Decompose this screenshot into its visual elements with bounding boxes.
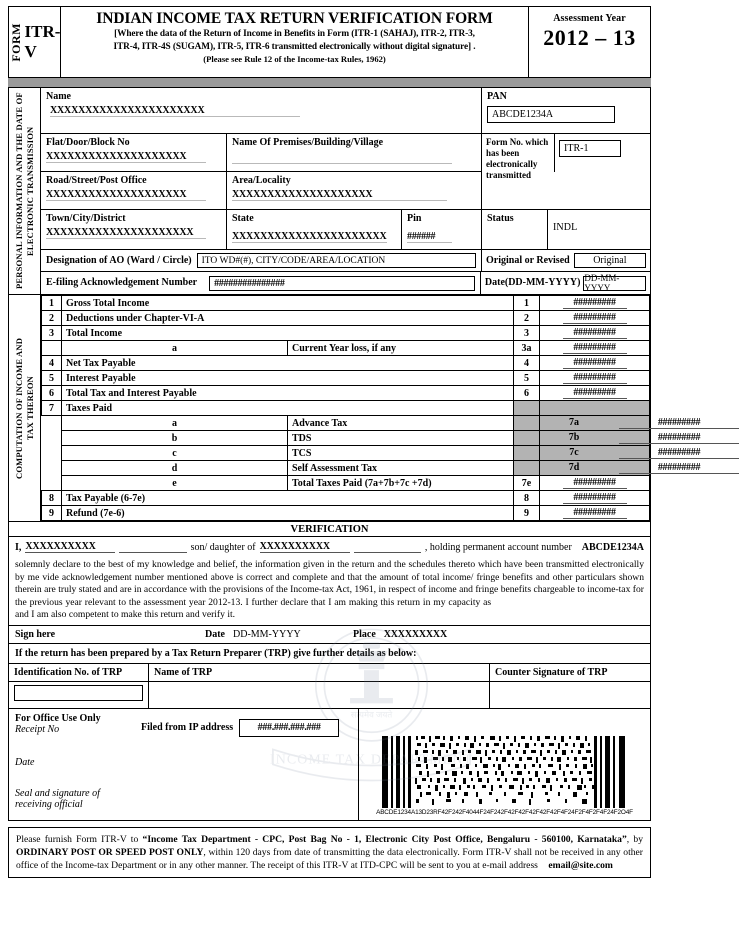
svg-text:सत्यमेव जयते: सत्यमेव जयते [350,709,393,720]
parent-name-value[interactable]: XXXXXXXXXX [260,541,350,553]
road-value[interactable]: XXXXXXXXXXXXXXXXXXXX [46,189,206,201]
row-description-text: Advance Tax [292,417,348,429]
seal-label-line-1: Seal and signature of [15,787,100,799]
verification-section [8,522,651,821]
row-amount-value[interactable]: ######### [619,417,739,429]
declaration-text: solemnly declare to the best of my knowledge and belief, the information given in the return and the schedules thereto which have been transmitted electronically by me vide acknowledgement number mentioned above is correct and complete and that the amount of total income/ fringe benefits and other particulars shown therein are truly stated and are in accordance with the provisions of the Income-tax Act, 1961, in respect of income and fringe benefits chargeable to income-tax for the previous year relevant to the assessment year 2012-13. I further declare that I am making this return in my capacity as [15,559,644,608]
area-label: Area/Locality [232,175,291,186]
taxes-paid-header-row [42,401,650,416]
flat-value[interactable]: XXXXXXXXXXXXXXXXXXXX [46,151,206,163]
name-cell [41,88,481,133]
trp-id-input[interactable] [14,685,143,701]
row-description: Gross Total Income [62,296,514,311]
status-label: Status [487,213,514,224]
taxes-paid-serial: 7 [42,401,62,416]
table-row [42,356,650,371]
svg-text:INCOME TAX DEPARTMENT: INCOME TAX DEPARTMENT [270,752,473,768]
taxes-paid-grey-code [514,401,540,416]
table-row [42,416,650,431]
ao-value[interactable]: ITO WD#(#), CITY/CODE/AREA/LOCATION [197,253,476,268]
grey-code-cell [514,416,540,431]
form-header [8,6,651,78]
row-amount-value: ######### [563,372,627,384]
form-no-value-wrap [554,134,650,172]
row-description-text: Self Assessment Tax [292,462,378,474]
grey-code-cell [514,446,540,461]
form-title-block [61,7,528,77]
town-value[interactable]: XXXXXXXXXXXXXXXXXXXXX [46,227,206,239]
row-amount-value: ######### [563,327,627,339]
row-code: 9 [514,506,540,521]
status-value[interactable]: INDL [553,222,578,233]
row-amount-value[interactable]: ######### [619,432,739,444]
sign-date-value[interactable]: DD-MM-YYYY [233,628,301,640]
pan-cell [481,88,650,133]
row-serial: 9 [42,506,62,521]
trp-input-row [9,682,650,708]
footer-address-bold: “Income Tax Department - CPC, Post Bag No - 1, Electronic City Post Office, Bengaluru - 560100, Karnataka” [142,833,627,845]
row-description: Total Tax and Interest Payable [62,386,514,401]
form-no-value[interactable]: ITR-1 [559,140,621,157]
taxes-paid-label: Taxes Paid [62,401,514,416]
row-code: 4 [514,356,540,371]
footer-text-1: Please furnish Form ITR-V to [16,833,143,845]
pin-label: Pin [407,213,422,224]
row-code: 8 [514,491,540,506]
table-row [42,461,650,476]
footer-email-value: email@site.com [548,859,613,871]
spacer-cell [42,476,62,491]
computation-side-label: COMPUTATION OF INCOME AND TAX THEREON [13,337,35,479]
road-cell [41,172,226,209]
row-description [288,446,701,461]
row-code: 7e [514,476,540,491]
barcode-text-value: ABCDE1234A13D23RF42F242F4044F24F242F42F42F42F42F42F4F24F2F4F2F4F24F2O4F [376,808,633,816]
row-serial: 3 [42,326,62,341]
row-amount-value: ######### [563,297,627,309]
office-use-left [9,709,359,820]
table-row [42,506,650,521]
form-no-label-wrap [482,134,554,180]
row-serial: 2 [42,311,62,326]
computation-table [41,295,701,521]
status-label-cell [481,210,547,249]
address-line-2-row [41,172,650,210]
original-revised-cell [481,250,650,271]
place-label: Place [353,628,376,640]
table-row [42,491,650,506]
row-serial: 1 [42,296,62,311]
row-description: Total Income [62,326,514,341]
personal-information-side-label: PERSONAL INFORMATION AND THE DATE OF ELECTRONIC TRANSMISSION [13,92,35,290]
i-label: I, [15,542,22,553]
row-description: Deductions under Chapter-VI-A [62,311,514,326]
verification-identity-line [9,537,650,555]
spacer-cell [42,461,62,476]
row-amount[interactable] [540,506,650,521]
ip-address-group [141,719,339,737]
header-divider-bar [8,78,651,87]
row-subserial: b [62,431,288,446]
spacer-cell [42,446,62,461]
form-code-label: ITR-V [24,22,61,61]
personal-information-section [8,87,651,295]
form-word-label: FORM [8,22,23,62]
office-use-right [359,709,650,820]
row-amount[interactable] [540,386,650,401]
assessment-year-block [528,7,650,77]
pin-cell [401,210,481,249]
state-cell [226,210,401,249]
sign-date-label: Date [205,628,225,640]
pan-value[interactable]: ABCDE1234A [487,106,615,123]
row-subserial: a [62,341,288,356]
spacer-cell [42,416,62,431]
ao-cell [41,250,481,271]
row-amount-value: ######### [563,477,627,489]
ack-date-cell [480,272,650,294]
grey-code-cell [514,461,540,476]
computation-side-label-cell [9,295,41,521]
name-pan-row [41,88,650,134]
office-use-labels [15,713,135,810]
original-revised-value[interactable]: Original [574,253,646,268]
town-cell [41,210,226,249]
acknowledgement-label: E-filing Acknowledgement Number [46,277,198,288]
row-amount[interactable] [540,371,650,386]
personal-information-fields [41,88,650,294]
row-description: Interest Payable [62,371,514,386]
premises-value[interactable] [232,151,452,164]
declaration-paragraph [9,555,650,625]
row-serial: 8 [42,491,62,506]
pan-label: PAN [487,91,507,102]
footer-text-2: , by [626,833,644,845]
name-label: Name [46,91,71,102]
row-code: 2 [514,311,540,326]
ack-date-value[interactable]: DD-MM-YYYY [583,276,646,291]
table-row [42,371,650,386]
declarant-name-value[interactable]: XXXXXXXXXX [25,541,115,553]
flat-label: Flat/Door/Block No [46,137,130,148]
assessment-year-label: Assessment Year [553,13,626,24]
row-code: 7b [568,432,580,443]
row-subserial: d [62,461,288,476]
row-amount[interactable] [540,356,650,371]
form-rule-note: (Please see Rule 12 of the Income-tax Rules, 1962) [203,54,386,64]
table-row [42,431,650,446]
state-value[interactable]: XXXXXXXXXXXXXXXXXXXXXX [232,231,387,242]
son-daughter-label: son/ daughter of [190,542,256,553]
row-description: Net Tax Payable [62,356,514,371]
footer-instructions-box [8,827,651,878]
acknowledgement-value[interactable]: ############### [209,276,475,291]
row-code: 5 [514,371,540,386]
state-label: State [232,213,254,224]
spacer-cell [42,431,62,446]
form-subtitle-line-2: ITR-4, ITR-4S (SUGAM), ITR-5, ITR-6 transmitted electronically without digital signature] . [113,42,476,52]
table-row [42,326,650,341]
footer-paragraph [16,833,643,872]
row-subserial: a [62,416,288,431]
ip-address-label: Filed from IP address [141,722,234,734]
premises-label: Name Of Premises/Building/Village [232,137,384,148]
taxes-paid-grey-amount [540,401,650,416]
trp-signature-label: Counter Signature of TRP [495,666,608,678]
row-description: Refund (7e-6) [62,506,514,521]
area-value[interactable]: XXXXXXXXXXXXXXXXXXXX [232,189,447,201]
pan-phrase-label: , holding permanent account number [424,542,572,553]
row-code: 1 [514,296,540,311]
row-code: 7a [569,417,579,428]
receipt-no-label: Receipt No [15,723,60,735]
row-description [288,416,701,431]
footer-post-bold: ORDINARY POST OR SPEED POST ONLY [16,846,204,858]
row-description [288,461,701,476]
declaration-tail-text: and I am also competent to make this return and verify it. [15,609,236,621]
row-amount-value: ######### [563,357,627,369]
status-value-cell [547,210,650,249]
ao-row [41,250,650,272]
premises-cell [226,134,481,172]
road-label: Road/Street/Post Office [46,175,147,186]
row-subserial: e [62,476,288,491]
parent-name-rule [354,541,421,553]
row-amount-value: ######### [563,492,627,504]
row-code: 7c [569,447,579,458]
ack-date-label: Date(DD-MM-YYYY) [484,277,581,288]
row-amount-value[interactable]: ######### [619,447,739,459]
grey-code-cell [514,431,540,446]
form-code-cell [9,7,61,77]
row-description-text: TCS [292,447,312,459]
row-code: 3 [514,326,540,341]
signature-row [9,625,650,644]
form-subtitle-line-1: [Where the data of the Return of Income in Benefits in Form (ITR-1 (SAHAJ), ITR-2, ITR-3, [114,29,475,39]
office-use-section [9,708,650,820]
declarant-name-rule [119,541,186,553]
address-line-1-row [41,134,650,180]
office-date-label: Date [15,756,35,768]
form-no-spacer-cell [481,172,650,209]
row-serial: 6 [42,386,62,401]
footer-text-3: , within 120 days from date of transmitting the data electronically. Form ITR-V shall not be received in any other office of the Income-tax Department or in any other manner. The receipt of this ITR-V at ITD-CPC will be sent to you at e-mail address [16,846,643,871]
trp-name-input[interactable] [149,682,490,708]
place-value[interactable]: XXXXXXXXX [383,628,447,640]
acknowledgement-row [41,272,650,294]
original-revised-label: Original or Revised [486,254,570,266]
row-description: Tax Payable (6-7e) [62,491,514,506]
row-amount[interactable] [540,311,650,326]
row-amount[interactable] [540,296,650,311]
trp-intro-text: If the return has been prepared by a Tax Return Preparer (TRP) give further details as below: [9,644,650,664]
area-cell [226,172,481,209]
table-row [42,476,650,491]
row-amount-value: ######### [563,507,627,519]
table-row [42,386,650,401]
row-amount[interactable] [540,491,650,506]
row-amount[interactable] [540,326,650,341]
trp-id-label: Identification No. of TRP [9,664,149,681]
row-code: 7d [568,462,580,473]
ao-label: Designation of AO (Ward / Circle) [46,254,192,266]
trp-signature-input[interactable] [490,682,650,708]
trp-id-cell [9,682,149,708]
town-state-status-row [41,210,650,250]
form-no-cell [481,134,650,180]
row-code: 3a [514,341,540,356]
row-amount-value[interactable]: ######### [619,462,739,474]
row-description-text: TDS [292,432,312,444]
row-amount-value: ######### [563,342,627,354]
row-serial: 4 [42,356,62,371]
office-use-title: For Office Use Only [15,712,101,724]
acknowledgement-cell [41,272,480,294]
row-subserial: c [62,446,288,461]
ip-address-value[interactable]: ###.###.###.### [239,719,339,737]
table-row [42,341,650,356]
row-amount[interactable] [540,341,650,356]
row-serial: 5 [42,371,62,386]
pin-value[interactable]: ###### [407,231,452,243]
pdf417-barcode-icon [380,736,630,808]
table-row [42,446,650,461]
computation-table-body [42,296,701,521]
trp-name-label: Name of TRP [149,664,490,681]
row-description [288,431,701,446]
page-title: INDIAN INCOME TAX RETURN VERIFICATION FORM [96,10,493,27]
verification-pan-value: ABCDE1234A [581,542,645,553]
seal-label-line-2: receiving official [15,798,83,810]
row-amount-value: ######### [563,312,627,324]
row-description: Total Taxes Paid (7a+7b+7c +7d) [288,476,514,491]
row-serial [42,341,62,356]
sign-here-label: Sign here [15,628,56,640]
table-row [42,296,650,311]
trp-header-row [9,664,650,682]
town-label: Town/City/District [46,213,126,224]
assessment-year-value: 2012 – 13 [543,25,636,50]
row-code: 6 [514,386,540,401]
verification-title: VERIFICATION [9,522,650,537]
row-amount-value: ######### [563,387,627,399]
row-description: Current Year loss, if any [288,341,514,356]
form-no-label: Form No. which has been electronically transmitted [486,137,549,180]
row-amount[interactable] [540,476,650,491]
table-row [42,311,650,326]
personal-information-side-label-cell [9,88,41,294]
flat-cell [41,134,226,172]
name-value[interactable]: XXXXXXXXXXXXXXXXXXXXXX [50,105,300,117]
